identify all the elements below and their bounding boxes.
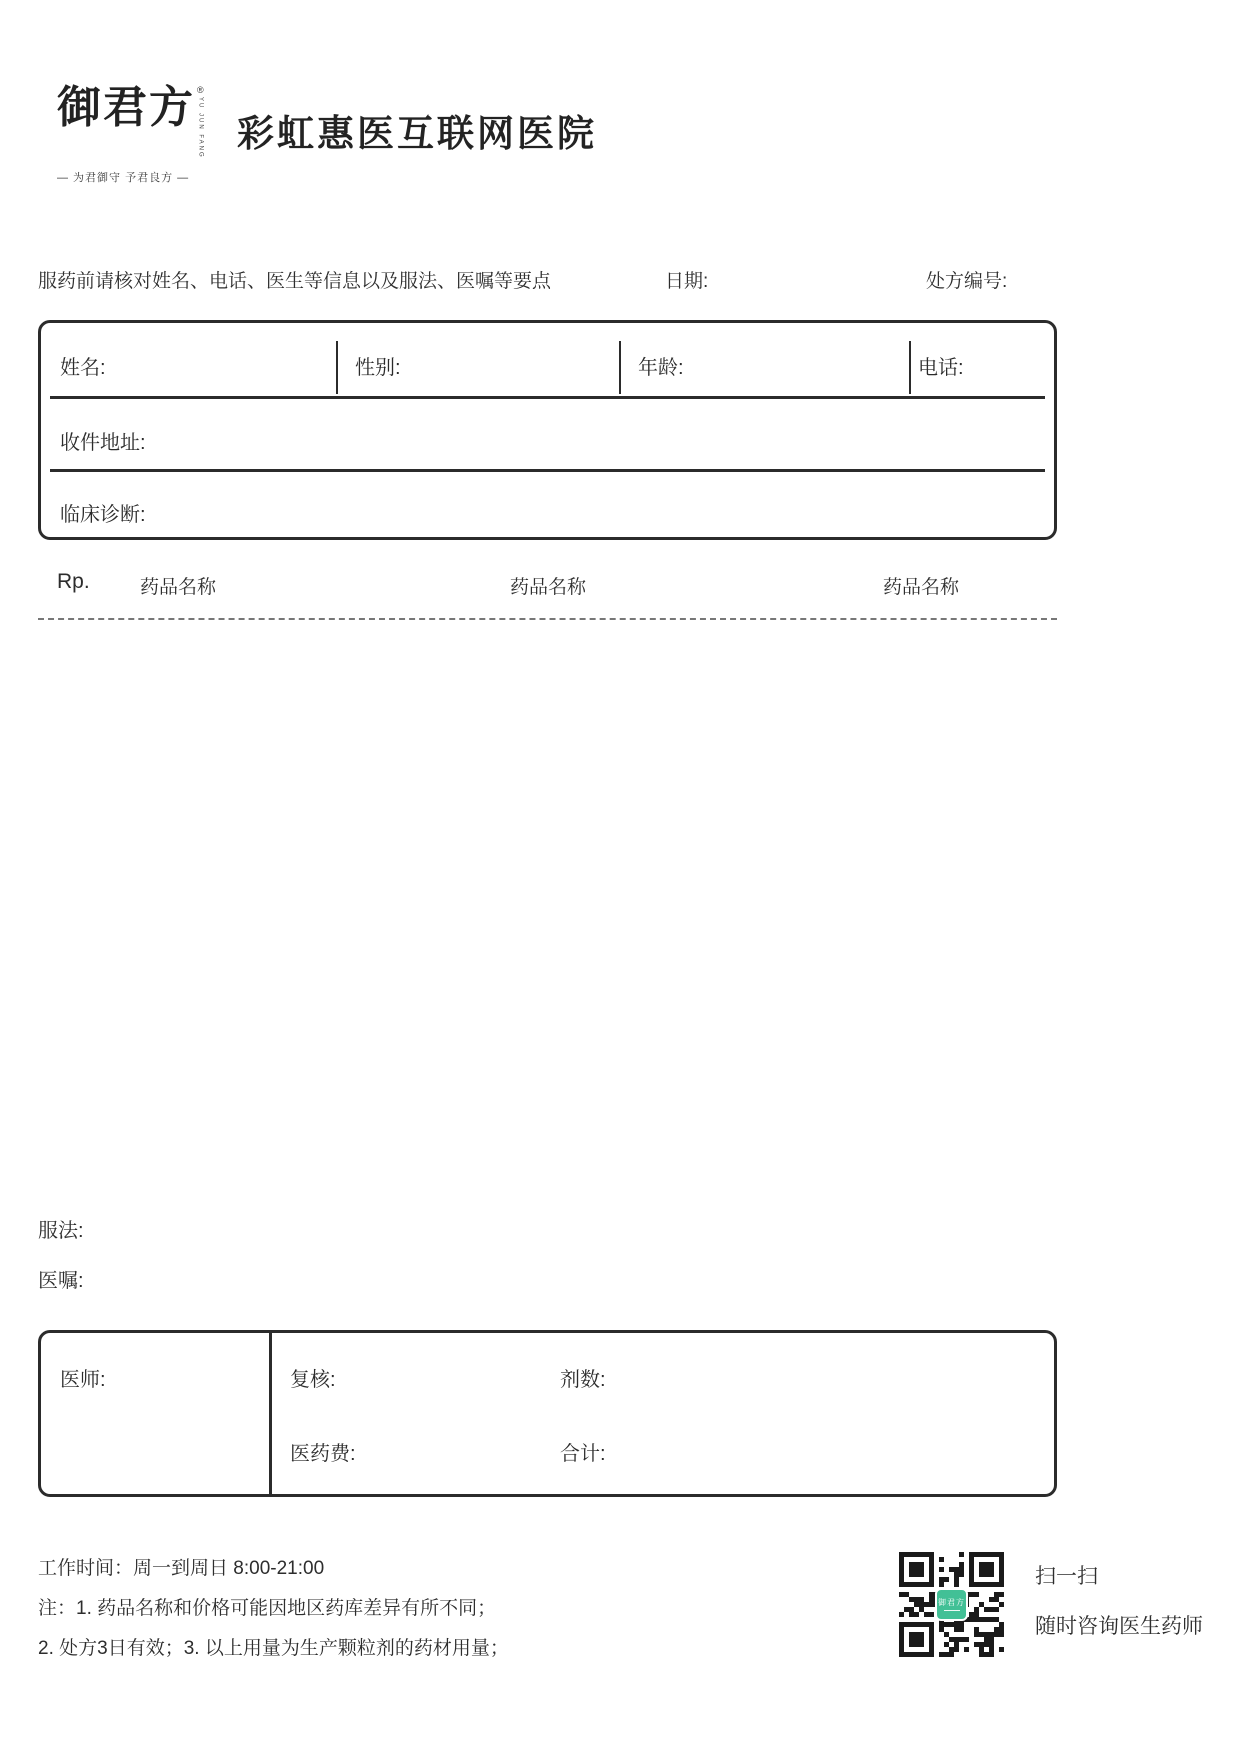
brand-logo-vertical-text: YU JUN FANG xyxy=(197,97,204,159)
patient-phone-label: 电话: xyxy=(918,357,964,379)
date-label: 日期: xyxy=(665,271,709,292)
brand-logo-text: 御君方 xyxy=(57,82,195,133)
patient-info-box xyxy=(38,320,1057,540)
consult-label: 随时咨询医生药师 xyxy=(1035,1615,1203,1638)
dose-count-label: 剂数: xyxy=(560,1369,606,1391)
note-line-2: 2. 处方3日有效；3. 以上用量为生产颗粒剂的药材用量； xyxy=(38,1638,509,1659)
patient-name-label: 姓名: xyxy=(60,357,106,379)
patient-age-label: 年龄: xyxy=(638,357,684,379)
signoff-box xyxy=(38,1330,1057,1497)
check-info-notice: 服药前请核对姓名、电话、医生等信息以及服法、医嘱等要点 xyxy=(38,271,552,292)
rp-label: Rp. xyxy=(57,570,90,593)
rp-dashed-separator xyxy=(38,618,1057,620)
clinical-diagnosis-label: 临床诊断: xyxy=(60,504,146,526)
patient-gender-label: 性别: xyxy=(355,357,401,379)
patient-box-divider-3 xyxy=(909,341,911,394)
work-hours-text: 工作时间：周一到周日 8:00-21:00 xyxy=(38,1558,325,1579)
hospital-name: 彩虹惠医互联网医院 xyxy=(237,113,597,154)
drug-name-header-3: 药品名称 xyxy=(883,577,960,598)
brand-logo xyxy=(57,82,217,185)
registered-trademark-icon: ® xyxy=(197,85,204,95)
patient-box-divider-2 xyxy=(619,341,621,394)
qr-code xyxy=(899,1552,1004,1657)
qr-center-logo-text: 御君方 xyxy=(938,1597,965,1607)
review-label: 复核: xyxy=(290,1369,336,1391)
total-label: 合计: xyxy=(560,1443,606,1465)
patient-box-divider-1 xyxy=(336,341,338,394)
patient-box-hline-1 xyxy=(50,396,1045,399)
qr-center-logo xyxy=(935,1588,968,1621)
rx-number-label: 处方编号: xyxy=(926,271,1008,292)
note-line-1: 注：1. 药品名称和价格可能因地区药库差异有所不同； xyxy=(38,1598,497,1619)
patient-box-hline-2 xyxy=(50,469,1045,472)
doctor-label: 医师: xyxy=(60,1369,106,1391)
drug-name-header-2: 药品名称 xyxy=(510,577,587,598)
usage-method-label: 服法: xyxy=(38,1220,84,1242)
brand-slogan: — 为君御守 予君良方 — xyxy=(57,171,190,184)
doctor-advice-label: 医嘱: xyxy=(38,1270,84,1292)
drug-name-header-1: 药品名称 xyxy=(140,577,217,598)
scan-label: 扫一扫 xyxy=(1035,1565,1098,1588)
signoff-box-divider xyxy=(269,1333,272,1494)
qr-center-logo-underline xyxy=(944,1610,960,1611)
shipping-address-label: 收件地址: xyxy=(60,432,146,454)
medicine-fee-label: 医药费: xyxy=(290,1443,356,1465)
